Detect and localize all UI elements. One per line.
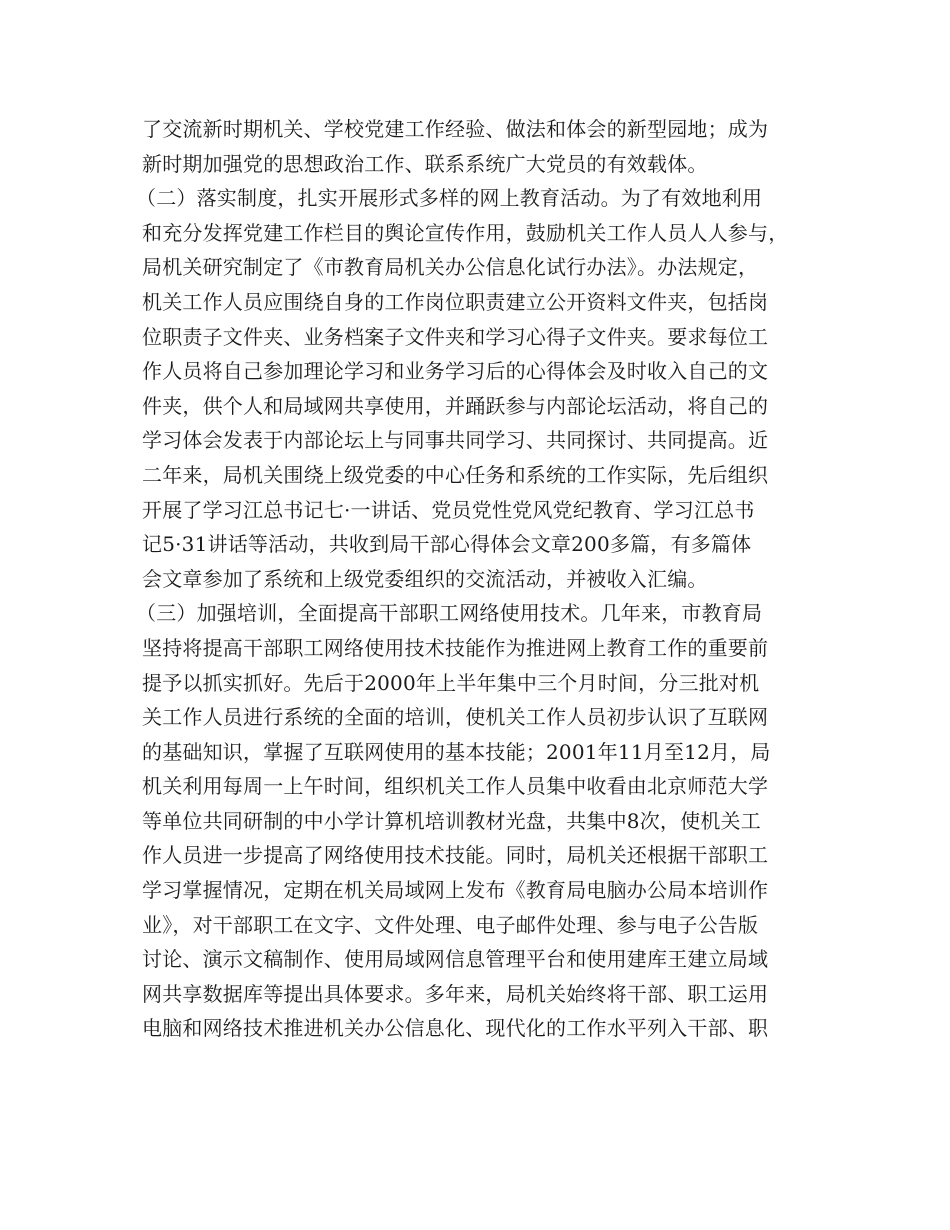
text-line: 新时期加强党的思想政治工作、联系系统广大党员的有效载体。: [142, 151, 708, 176]
text-line: 电脑和网络技术推进机关办公信息化、现代化的工作水平列入干部、职: [142, 1016, 769, 1041]
text-line: 会文章参加了系统和上级党委组织的交流活动，并被收入汇编。: [142, 566, 708, 591]
text-line: 等单位共同研制的中小学计算机培训教材光盘，共集中8次，使机关工: [142, 808, 761, 833]
text-line: （二）落实制度，扎实开展形式多样的网上教育活动。为了有效地利用: [136, 186, 763, 211]
text-line: 学习掌握情况，定期在机关局域网上发布《教育局电脑办公局本培训作: [142, 878, 769, 903]
text-line: 位职责子文件夹、业务档案子文件夹和学习心得子文件夹。要求每位工: [142, 324, 769, 349]
text-line: 作人员进一步提高了网络使用技术技能。同时，局机关还根据干部职工: [142, 843, 769, 868]
text-line: （三）加强培训，全面提高干部职工网络使用技术。几年来，市教育局: [136, 601, 763, 626]
text-line: 机关利用每周一上午时间，组织机关工作人员集中收看由北京师范大学: [142, 774, 769, 799]
text-line: 开展了学习江总书记七·一讲话、党员党性党风党纪教育、学习江总书: [142, 497, 755, 522]
text-line: 作人员将自己参加理论学习和业务学习后的心得体会及时收入自己的文: [142, 359, 769, 384]
text-line: 关工作人员进行系统的全面的培训，使机关工作人员初步认识了互联网: [142, 705, 769, 730]
text-line: 的基础知识，掌握了互联网使用的基本技能；2001年11月至12月，局: [142, 739, 771, 764]
text-line: 记5·31讲话等活动，共收到局干部心得体会文章200多篇，有多篇体: [142, 532, 752, 557]
text-line: 提予以抓实抓好。先后于2000年上半年集中三个月时间，分三批对机: [142, 670, 760, 695]
text-line: 机关工作人员应围绕自身的工作岗位职责建立公开资料文件夹，包括岗: [142, 289, 769, 314]
text-line: 学习体会发表于内部论坛上与同事共同学习、共同探讨、共同提高。近: [142, 428, 769, 453]
text-line: 了交流新时期机关、学校党建工作经验、做法和体会的新型园地；成为: [142, 117, 769, 141]
text-line: 件夹，供个人和局域网共享使用，并踊跃参与内部论坛活动，将自己的: [142, 393, 769, 418]
body-text: [136, 112, 822, 1046]
text-line: 业》，对干部职工在文字、文件处理、电子邮件处理、参与电子公告版: [142, 912, 759, 937]
text-line: 和充分发挥党建工作栏目的舆论宣传作用，鼓励机关工作人员人人参与，: [142, 220, 789, 245]
text-line: 局机关研究制定了《市教育局机关办公信息化试行办法》。办法规定，: [142, 255, 759, 280]
text-line: 二年来，局机关围绕上级党委的中心任务和系统的工作实际，先后组织: [142, 462, 769, 487]
text-line: 网共享数据库等提出具体要求。多年来，局机关始终将干部、职工运用: [142, 981, 769, 1006]
text-line: 坚持将提高干部职工网络使用技术技能作为推进网上教育工作的重要前: [142, 635, 769, 660]
text-line: 讨论、演示文稿制作、使用局域网信息管理平台和使用建库王建立局域: [142, 947, 769, 972]
